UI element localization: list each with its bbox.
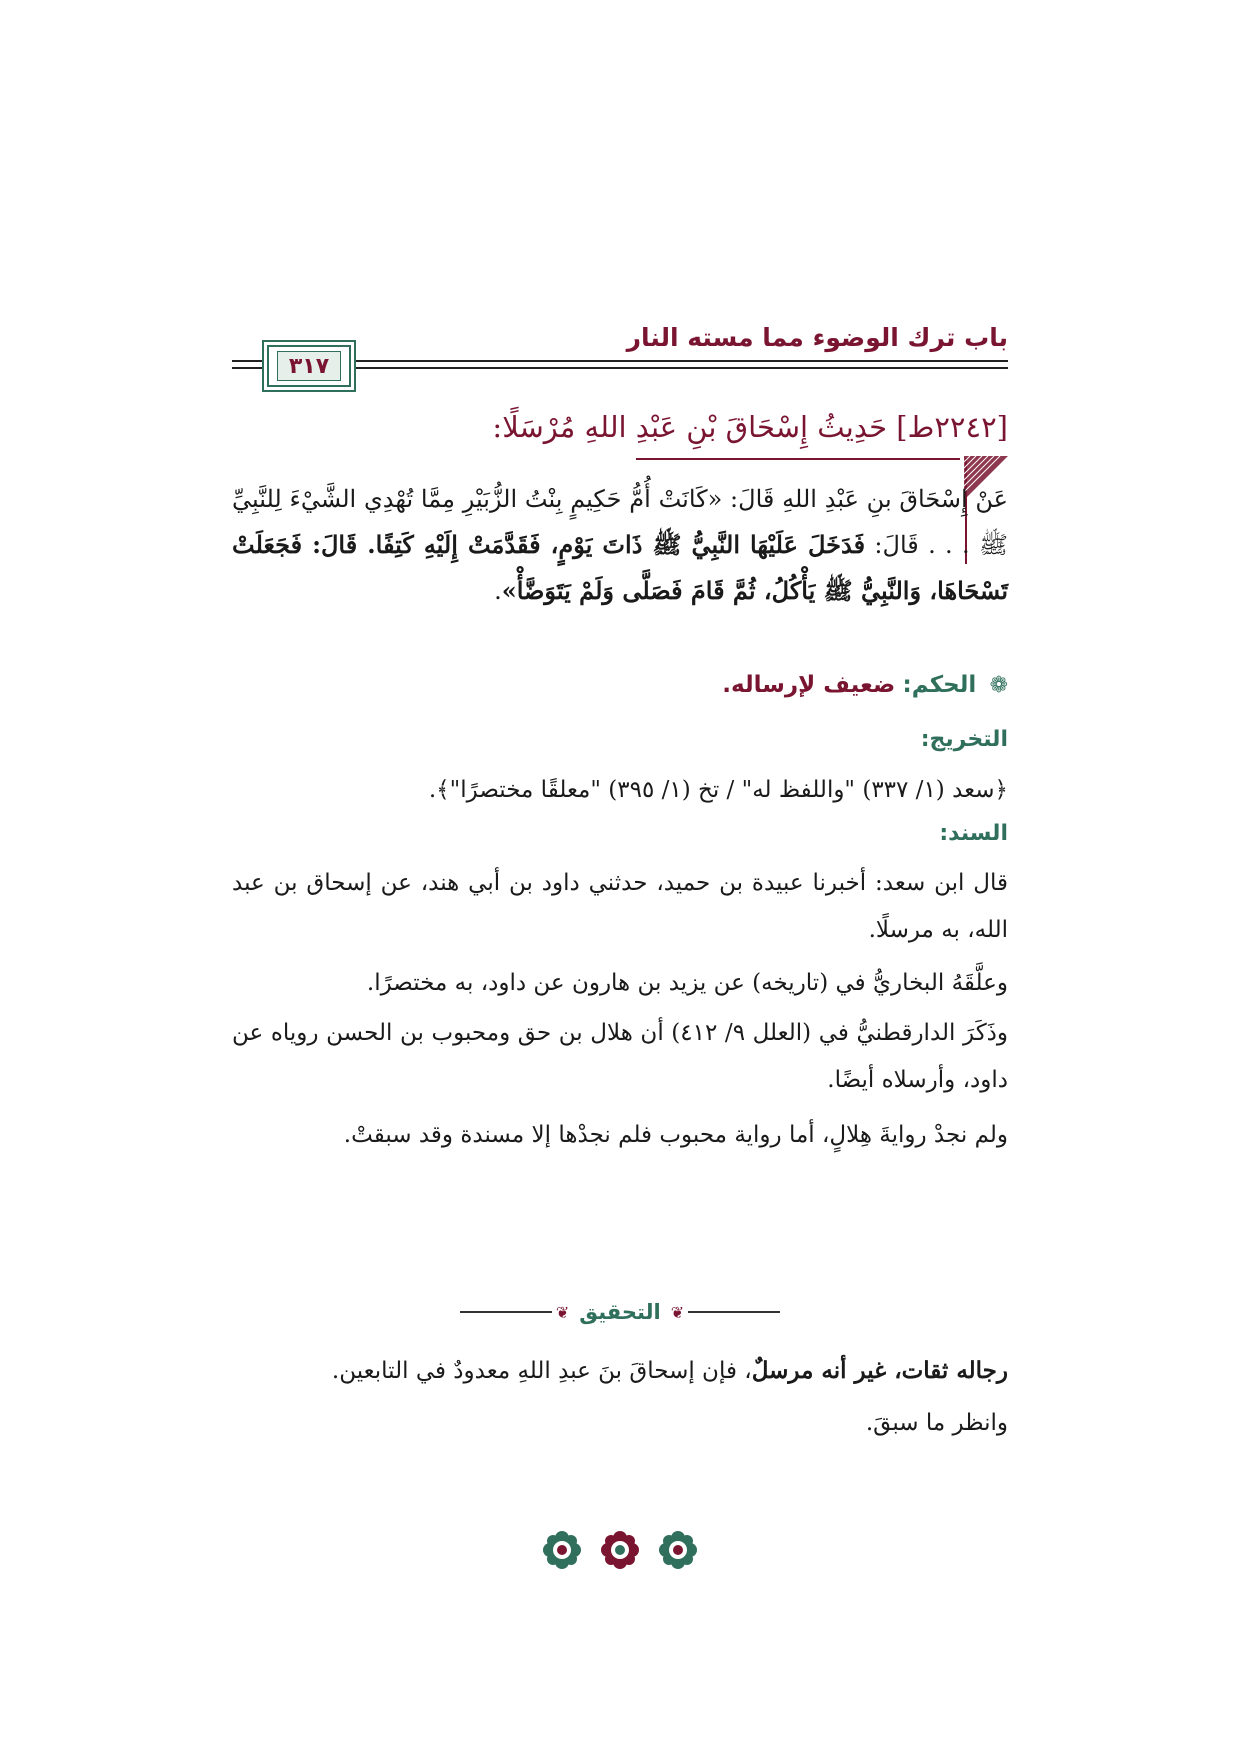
page-number: ٣١٧ [277,351,341,381]
verdict-rest: ، فإن إسحاقَ بنَ عبدِ اللهِ معدودٌ في التابعين. [331,1358,752,1384]
divider-knot-icon: ❦ [670,1302,685,1322]
divider-knot-icon: ❦ [555,1302,570,1322]
chapter-running-head: باب ترك الوضوء مما مسته النار [626,323,1008,352]
tahqiq-divider [460,1295,780,1329]
sanad-paragraph: قال ابن سعد: أخبرنا عبيدة بن حميد، حدثني داود بن أبي هند، عن إسحاق بن عبد الله، به مرسلًا. [232,870,1008,943]
divider-line [688,1311,780,1313]
hadith-text [232,476,1008,614]
hadith-title: [٢٢٤٢ط] حَدِيثُ إِسْحَاقَ بْنِ عَبْدِ اللهِ مُرْسَلًا: [492,410,1008,444]
ruling-line [232,665,1008,705]
hadith-text-end: . [494,577,502,605]
sanad-paragraph: ولم نجدْ روايةَ هِلالٍ، أما رواية محبوب فلم نجدْها إلا مسندة وقد سبقتْ. [343,1122,1008,1148]
flower-ornament-icon [658,1530,698,1570]
sanad-paragraph: وذَكَرَ الدارقطنيُّ في (العلل ٩/ ٤١٢) أن هلال بن حق ومحبوب بن الحسن روياه عن داود، وأرسلاه أيضًا. [232,1020,1009,1093]
tahqiq-label: التحقيق [579,1300,661,1324]
verdict-bold: رجاله ثقات، غير أنه مرسلٌ [751,1357,1008,1384]
divider-line [460,1311,552,1313]
flower-bullet-icon: ❁ [989,673,1008,698]
hadith-text-part2: فَدَخَلَ عَلَيْهَا النَّبِيُّ ﷺ ذَاتَ يَوْمٍ، فَقَدَّمَتْ إِلَيْهِ كَتِفًا. قَالَ: فَجَعَلَتْ تَسْحَاهَا، وَالنَّبِيُّ ﷺ يَأْكُلُ، ثُمَّ قَامَ فَصَلَّى وَلَمْ يَتَوَضَّأْ» [232,530,1008,605]
flower-ornament-icon [600,1530,640,1570]
takhrij-text: ﴿سعد (١/ ٣٣٧) "واللفظ له" / تخ (١/ ٣٩٥) "معلقًا مختصرًا"﴾. [428,777,1008,803]
hadith-text-part1: عَنْ إِسْحَاقَ بنِ عَبْدِ اللهِ قَالَ: «كَانَتْ أُمُّ حَكِيمٍ بِنْتُ الزُّبَيْرِ مِمَّا تُهْدِي الشَّيْءَ لِلنَّبِيِّ ﷺ . . . قَالَ: [232,485,1008,559]
flower-ornament-icon [542,1530,582,1570]
title-underline [636,458,960,460]
verdict-line [232,1345,1008,1397]
takhrij-label: التخريج: [920,727,1008,752]
sanad-paragraph: وعلَّقَهُ البخاريُّ في (تاريخه) عن يزيد بن هارون عن داود، به مختصرًا. [366,970,1008,996]
ruling-value: ضعيف لإرساله. [722,672,896,698]
tahqiq-verdict [232,1345,1008,1449]
end-ornaments [520,1530,720,1580]
page-number-frame [262,340,356,392]
ruling-label: الحكم: [902,672,977,698]
see-also: وانظر ما سبقَ. [865,1410,1008,1436]
sanad-label: السند: [939,821,1008,846]
